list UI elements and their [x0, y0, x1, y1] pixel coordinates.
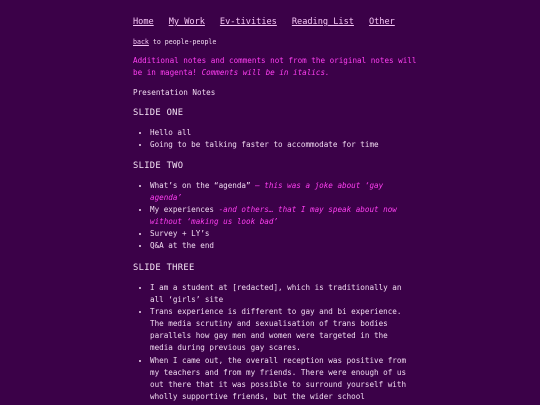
list-item-text: My experiences [150, 205, 219, 215]
list-item [150, 180, 410, 204]
note-text: Additional notes and comments not from the original notes will be in magenta! [133, 56, 417, 78]
list-item: • I am a student at [redacted], which is traditionally an all ‘girls’ site [150, 282, 410, 306]
list-item: • Going to be talking faster to accommodate for time [150, 139, 410, 151]
list-item-comment: – this was a joke about ‘gay agenda’ [150, 181, 384, 203]
slide-two-heading: SLIDE TWO [133, 161, 184, 171]
list-item: • Hello all [150, 127, 410, 139]
breadcrumb [133, 38, 216, 47]
breadcrumb-text: to people-people [148, 38, 217, 46]
nav-link-reading-list[interactable]: Reading List [291, 17, 354, 27]
nav-link-home[interactable]: Home [133, 17, 154, 27]
note-italic-text: Comments will be in italics. [201, 68, 330, 78]
back-link[interactable]: back [133, 38, 149, 46]
list-item: • Trans experience is different to gay and bi experience. The media scrutiny and sexualisation of trans bodies parallels how gay men and women were targeted in the media during previous gay scares. [150, 306, 410, 354]
list-item: • When I came out, the overall reception was positive from my teachers and from my friends. There were enough of us out there that it was possible to surround yourself with wholly supportive friends, but the wider school [150, 355, 410, 403]
slide-two-list [133, 180, 410, 253]
nav-link-other[interactable]: Other [368, 17, 395, 27]
top-nav [133, 17, 410, 28]
slide-three-heading: SLIDE THREE [133, 263, 195, 273]
list-item-comment: -and others… that I may speak about now without ‘making us look bad’ [150, 205, 397, 227]
nav-link-ev-tivities[interactable]: Ev-tivities [219, 17, 277, 27]
nav-link-my-work[interactable]: My Work [168, 17, 205, 27]
slide-one-heading: SLIDE ONE [133, 108, 184, 118]
slide-one-list [133, 127, 410, 151]
list-item: • Q&A at the end [150, 240, 410, 252]
presentation-title: Presentation Notes [133, 88, 216, 97]
list-item [150, 204, 410, 228]
slide-three-list [133, 282, 410, 403]
list-item: • Survey + LY’s [150, 228, 410, 240]
list-item-text: What’s on the “agenda” [150, 181, 256, 190]
magenta-note [133, 55, 418, 79]
